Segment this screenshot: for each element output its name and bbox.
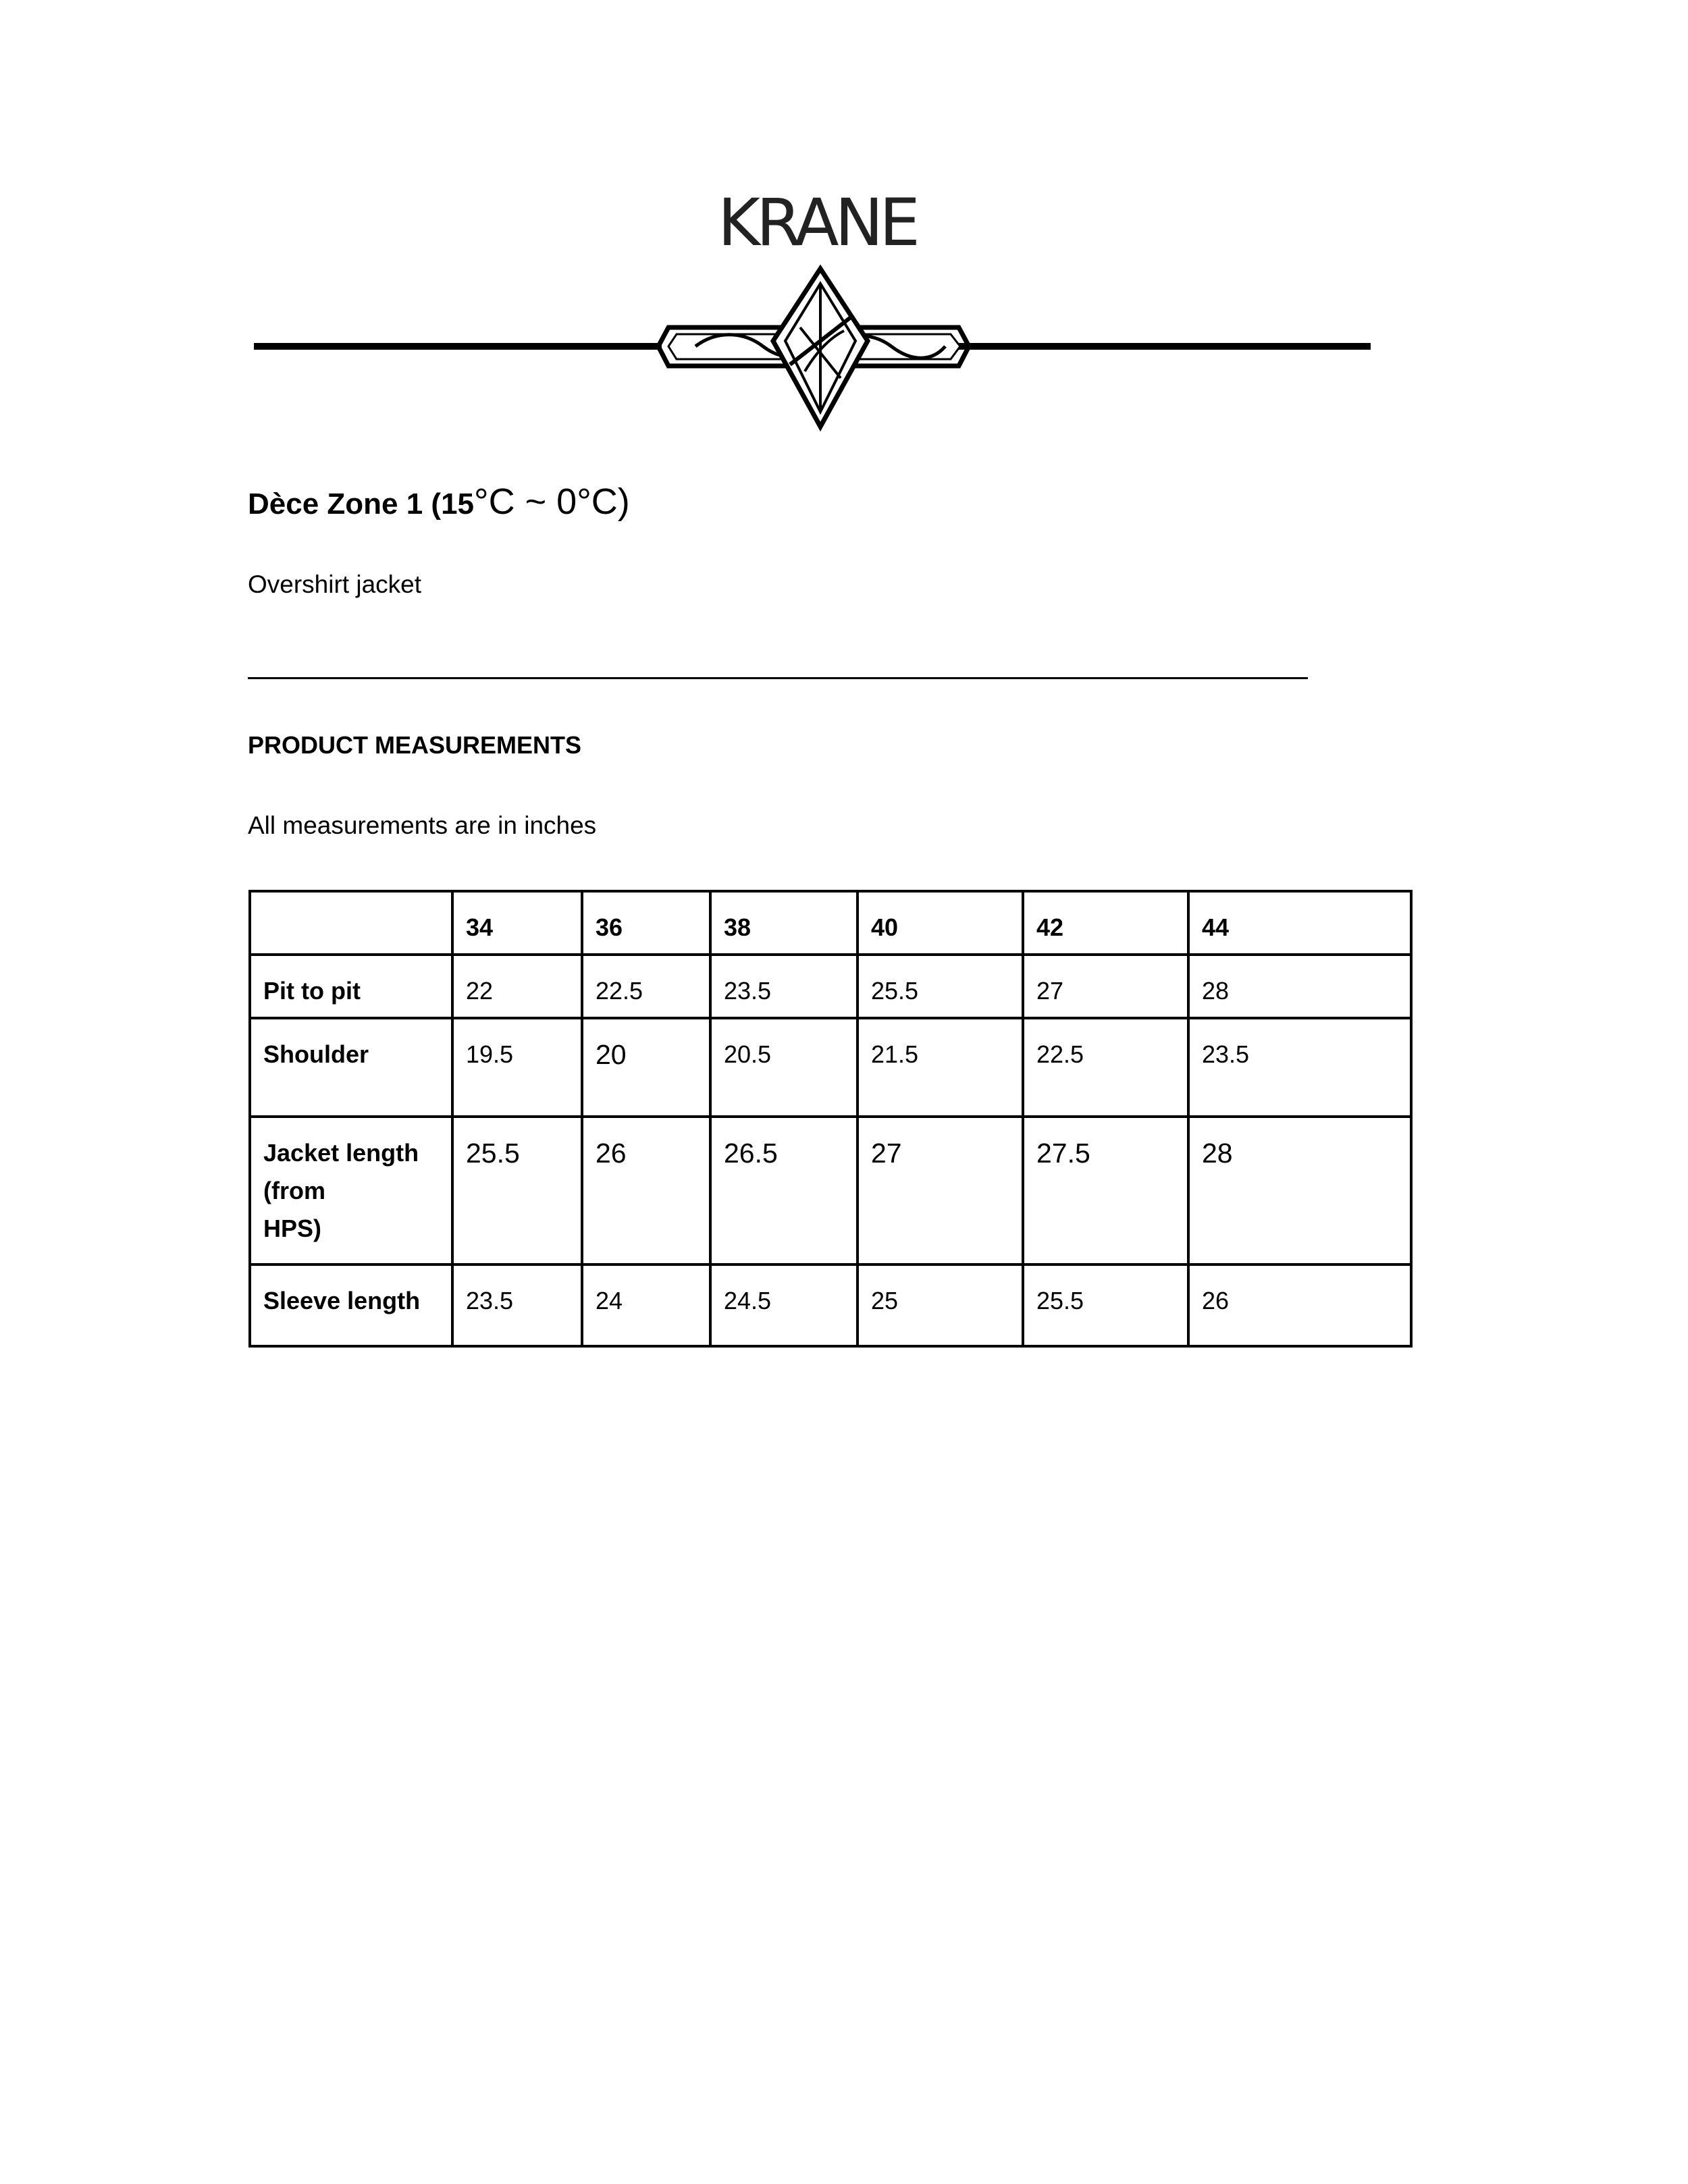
table-cell: 26 bbox=[582, 1117, 710, 1264]
table-cell: 28 bbox=[1188, 1117, 1411, 1264]
section-heading: PRODUCT MEASUREMENTS bbox=[248, 731, 582, 759]
table-cell: 23.5 bbox=[1188, 1018, 1411, 1117]
table-row bbox=[250, 955, 1411, 1018]
row-label-cell bbox=[250, 1018, 452, 1117]
row-label-text: Shoulder bbox=[263, 1040, 369, 1068]
table-cell: 27 bbox=[858, 1117, 1023, 1264]
table-header-cell: 34 bbox=[452, 891, 582, 955]
table-cell: 22.5 bbox=[1023, 1018, 1188, 1117]
brand-wordmark: KRANE bbox=[718, 185, 916, 261]
row-label-cell bbox=[250, 1264, 452, 1346]
table-cell: 21.5 bbox=[858, 1018, 1023, 1117]
measurements-table bbox=[248, 890, 1413, 1348]
table-cell: 25.5 bbox=[1023, 1264, 1188, 1346]
ornament-divider-icon bbox=[250, 263, 1391, 432]
table-row bbox=[250, 1117, 1411, 1264]
row-label-cell bbox=[250, 1117, 452, 1264]
table-header-cell: 44 bbox=[1188, 891, 1411, 955]
table-cell: 22.5 bbox=[582, 955, 710, 1018]
table-cell: 25 bbox=[858, 1264, 1023, 1346]
table-cell: 24.5 bbox=[710, 1264, 858, 1346]
document-title-temperature: °C ~ 0°C) bbox=[474, 481, 630, 522]
table-cell: 20.5 bbox=[710, 1018, 858, 1117]
row-label-text: HPS) bbox=[263, 1215, 322, 1242]
section-divider bbox=[248, 677, 1308, 679]
table-cell: 19.5 bbox=[452, 1018, 582, 1117]
table-row bbox=[250, 1018, 1411, 1117]
table-cell: 27 bbox=[1023, 955, 1188, 1018]
document-title-prefix: Dèce Zone 1 (15 bbox=[248, 487, 475, 521]
product-name: Overshirt jacket bbox=[248, 570, 422, 598]
table-header-cell bbox=[250, 891, 452, 955]
table-cell: 24 bbox=[582, 1264, 710, 1346]
table-cell: 25.5 bbox=[858, 955, 1023, 1018]
table-header-row bbox=[250, 891, 1411, 955]
table-header-cell: 36 bbox=[582, 891, 710, 955]
table-row bbox=[250, 1264, 1411, 1346]
row-label-text: (from bbox=[263, 1177, 325, 1204]
table-cell: 27.5 bbox=[1023, 1117, 1188, 1264]
units-note: All measurements are in inches bbox=[248, 811, 597, 839]
brand-logo bbox=[250, 182, 1391, 432]
document-title bbox=[248, 481, 630, 523]
row-label-text: Pit to pit bbox=[263, 977, 361, 1005]
table-header-cell: 40 bbox=[858, 891, 1023, 955]
table-cell: 20 bbox=[582, 1018, 710, 1117]
table-header-cell: 38 bbox=[710, 891, 858, 955]
table-header-cell: 42 bbox=[1023, 891, 1188, 955]
table-cell: 23.5 bbox=[710, 955, 858, 1018]
row-label-text: Sleeve length bbox=[263, 1287, 421, 1314]
table-cell: 26 bbox=[1188, 1264, 1411, 1346]
row-label-text: Jacket length bbox=[263, 1139, 419, 1167]
table-cell: 26.5 bbox=[710, 1117, 858, 1264]
table-cell: 23.5 bbox=[452, 1264, 582, 1346]
table-cell: 28 bbox=[1188, 955, 1411, 1018]
table-cell: 22 bbox=[452, 955, 582, 1018]
row-label-cell bbox=[250, 955, 452, 1018]
table-cell: 25.5 bbox=[452, 1117, 582, 1264]
